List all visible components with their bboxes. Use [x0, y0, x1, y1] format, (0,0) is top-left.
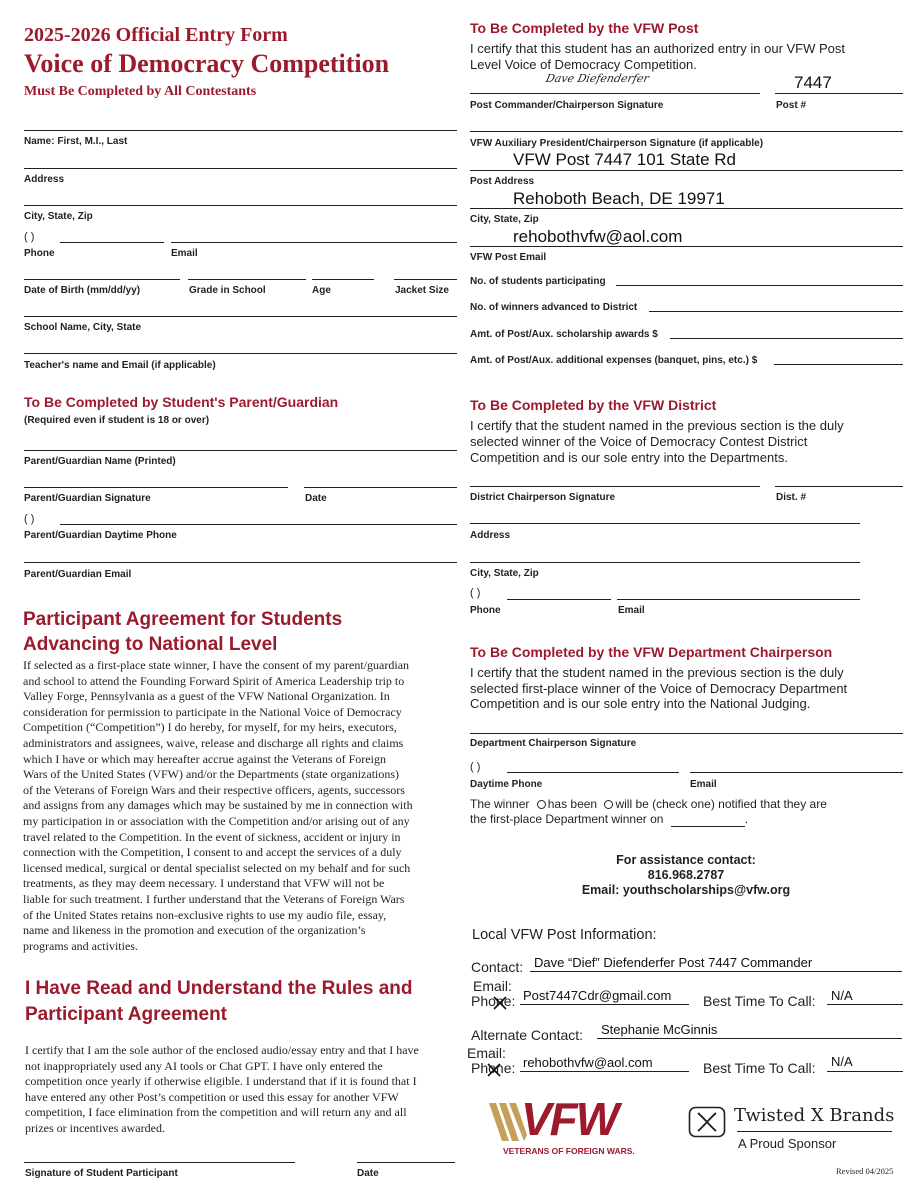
school-label: School Name, City, State [24, 322, 142, 333]
agreement-line: which I have or which may hereafter accrue against the Veterans of Foreign [23, 751, 386, 766]
district-email-label: Email [618, 605, 645, 616]
student-date-line[interactable] [357, 1162, 455, 1163]
department-certify-2: selected first-place winner of the Voice of Democracy Department [470, 681, 848, 696]
parent-phone-line[interactable] [60, 524, 457, 525]
winner-line-2 [470, 812, 748, 827]
contact-email-value: Post7447Cdr@gmail.com [523, 988, 672, 1003]
city-line[interactable] [24, 205, 457, 206]
agreement-line: consideration for permission to participate in the National Voice of Democracy [23, 704, 402, 719]
dob-line[interactable] [24, 279, 180, 280]
agreement-line: of the Veterans of Foreign Wars and their respective officers, agents, successors [23, 782, 405, 797]
dob-label: Date of Birth (mm/dd/yy) [24, 285, 141, 296]
post-number-label: Post # [776, 100, 807, 111]
post-certify-1: I certify that this student has an authorized entry in our VFW Post [470, 41, 846, 56]
city-label: City, State, Zip [24, 211, 93, 222]
parent-email-line[interactable] [24, 562, 457, 563]
district-heading: To Be Completed by the VFW District [470, 397, 717, 413]
school-line[interactable] [24, 316, 457, 317]
agreement-line: and school to attend the Founding Forward Spirit of America Leadership trip to [23, 673, 405, 688]
post-address-label: Post Address [470, 176, 535, 187]
vfw-tagline: VETERANS OF FOREIGN WARS. [503, 1146, 635, 1156]
revised-date: Revised 04/2025 [836, 1166, 894, 1176]
rules-heading-1: I Have Read and Understand the Rules and [25, 978, 413, 999]
alt-email-handwritten: Email: [467, 1045, 506, 1061]
alt-best-time-line[interactable] [827, 1071, 903, 1072]
x-mark-icon [492, 995, 508, 1011]
district-sig-line[interactable] [470, 486, 760, 487]
radio-icon[interactable] [604, 800, 613, 809]
age-label: Age [312, 285, 331, 296]
district-phone-line[interactable] [507, 599, 611, 600]
student-sig-label: Signature of Student Participant [25, 1168, 178, 1179]
jacket-label: Jacket Size [395, 285, 449, 296]
agreement-line: name and likeness in the promotion and execution of the organization’s [23, 923, 366, 938]
agreement-line: connection with the Competition, I consent to and accept the services of a duly [23, 845, 402, 860]
sponsor-underline [737, 1131, 892, 1132]
phone-label: Phone [24, 248, 55, 259]
post-email-value: rehobothvfw@aol.com [513, 227, 683, 246]
students-line[interactable] [616, 285, 903, 286]
winner-line-1 [470, 797, 827, 811]
expenses-label: Amt. of Post/Aux. additional expenses (banquet, pins, etc.) $ [470, 355, 758, 366]
agreement-line: licensed medical, surgical or dental specialist selected on my behalf and for such [23, 860, 411, 875]
x-mark-icon [486, 1062, 502, 1078]
agreement-line: and assigns from any damages which may be sustained by me in connection with [23, 798, 413, 813]
phone-line[interactable] [60, 242, 164, 243]
district-phone-paren: ( ) [470, 587, 481, 599]
name-line[interactable] [24, 130, 457, 131]
district-number-label: Dist. # [776, 492, 807, 503]
post-address-line[interactable] [470, 170, 903, 171]
rules-heading-2: Participant Agreement [25, 1004, 228, 1025]
contact-value: Dave “Dief” Diefenderfer Post 7447 Commander [534, 955, 813, 970]
parent-heading: To Be Completed by Student's Parent/Guardian [24, 394, 339, 410]
vfw-logo-text: VFW [521, 1093, 618, 1145]
department-heading: To Be Completed by the VFW Department Chairperson [470, 644, 833, 660]
local-heading: Local VFW Post Information: [472, 927, 657, 943]
district-certify-1: I certify that the student named in the previous section is the duly [470, 418, 844, 433]
department-certify-3: Competition and is our sole entry into the National Judging. [470, 696, 811, 711]
winners-label: No. of winners advanced to District [470, 302, 638, 313]
district-address-label: Address [470, 530, 511, 541]
name-label: Name: First, M.I., Last [24, 136, 128, 147]
student-sig-line[interactable] [24, 1162, 295, 1163]
option-has-been: has been [547, 797, 598, 811]
agreement-line: liable for such treatment. I further understand that the Veterans of Foreign Wars [23, 891, 405, 906]
expenses-line[interactable] [774, 364, 903, 365]
email-handwritten: Email: [473, 978, 512, 994]
winner-date-line[interactable] [671, 812, 745, 827]
phone-paren: ( ) [24, 231, 35, 243]
student-date-label: Date [357, 1168, 379, 1179]
district-email-line[interactable] [617, 599, 860, 600]
agreement-line: Valley Forge, Pennsylvania as a guest of the VFW National Organization. In [23, 689, 390, 704]
post-city-label: City, State, Zip [470, 214, 539, 225]
department-sig-label: Department Chairperson Signature [470, 738, 637, 749]
agreement-line: Competition (“Competition”) I do hereby, for myself, for my heirs, executors, [23, 720, 397, 735]
email-label: Email [171, 248, 198, 259]
department-phone-line[interactable] [507, 772, 679, 773]
agreement-text [23, 658, 463, 954]
department-sig-line[interactable] [470, 733, 903, 734]
students-label: No. of students participating [470, 276, 606, 287]
parent-note: (Required even if student is 18 or over) [24, 415, 210, 426]
best-time-line[interactable] [827, 1004, 903, 1005]
alt-phone-label-struck: Phone: [471, 1060, 516, 1076]
aux-sig-line[interactable] [470, 131, 903, 132]
agreement-line: of the United States retains non-exclusive rights to use my audio file, essay, [23, 907, 387, 922]
form-year-title: 2025-2026 Official Entry Form [24, 24, 288, 46]
agreement-heading-2: Advancing to National Level [23, 634, 278, 655]
district-certify-2: selected winner of the Voice of Democracy Contest District [470, 434, 808, 449]
district-number-line[interactable] [775, 486, 903, 487]
radio-icon[interactable] [537, 800, 546, 809]
commander-signature: Dave Diefenderfer [544, 72, 651, 85]
age-line[interactable] [312, 279, 374, 280]
email-line[interactable] [171, 242, 457, 243]
department-email-line[interactable] [690, 772, 903, 773]
post-city-line[interactable] [470, 208, 903, 209]
parent-phone-paren: ( ) [24, 513, 35, 525]
rules-text [25, 1043, 465, 1137]
agreement-line: treatments, as they may deem necessary. I understand that VFW will not be [23, 876, 385, 891]
winner-end: . [744, 812, 749, 826]
alt-email-value: rehobothvfw@aol.com [523, 1055, 653, 1070]
department-phone-label: Daytime Phone [470, 779, 543, 790]
agreement-line: travel related to the Competition. In the event of sickness, accident or injury in [23, 829, 401, 844]
agreement-line: Wars of the United States (VFW) and/or the Departments (state organizations) [23, 767, 400, 782]
winner-text-a: The winner [470, 797, 530, 811]
post-heading: To Be Completed by the VFW Post [470, 20, 699, 36]
awards-label: Amt. of Post/Aux. scholarship awards $ [470, 329, 658, 340]
agreement-line: my participation in or association with the Competition and/or arising out of any [23, 813, 410, 828]
department-phone-paren: ( ) [470, 761, 481, 773]
grade-line[interactable] [188, 279, 306, 280]
sponsor-name: Twisted X Brands [734, 1105, 895, 1126]
department-email-label: Email [690, 779, 717, 790]
district-city-label: City, State, Zip [470, 568, 539, 579]
best-time-value: N/A [831, 988, 853, 1003]
form-title: Voice of Democracy Competition [24, 49, 390, 78]
teacher-label: Teacher's name and Email (if applicable) [24, 360, 216, 371]
alt-email-line[interactable] [520, 1071, 689, 1072]
alt-best-time-label: Best Time To Call: [703, 1060, 816, 1076]
assistance-title: For assistance contact: [616, 853, 756, 867]
jacket-line[interactable] [394, 279, 457, 280]
agreement-line: administrators and assignees, waive, release and discharge all rights and claims [23, 735, 404, 750]
aux-sig-label: VFW Auxiliary President/Chairperson Signature (if applicable) [470, 138, 764, 149]
assistance-phone: 816.968.2787 [647, 868, 725, 882]
parent-name-line[interactable] [24, 450, 457, 451]
parent-sig-line[interactable] [24, 487, 288, 488]
address-label: Address [24, 174, 65, 185]
rules-line: have entered any other Post’s competition or used this essay for another VFW [25, 1089, 399, 1104]
agreement-heading-1: Participant Agreement for Students [23, 609, 343, 630]
assistance-email: Email: youthscholarships@vfw.org [581, 883, 791, 897]
commander-sig-line[interactable] [470, 93, 760, 94]
best-time-label: Best Time To Call: [703, 993, 816, 1009]
district-phone-label: Phone [470, 605, 501, 616]
contact-label: Contact: [471, 959, 524, 975]
rules-line: I certify that I am the sole author of the enclosed audio/essay entry and that I have [25, 1043, 419, 1057]
twisted-x-logo-icon [688, 1106, 726, 1138]
post-number-value: 7447 [794, 73, 832, 92]
district-city-line[interactable] [470, 562, 860, 563]
rules-line: not inappropriately used any AI tools or Chat GPT. I have only entered the [25, 1058, 383, 1073]
post-certify-2: Level Voice of Democracy Competition. [470, 57, 697, 72]
parent-date-line[interactable] [304, 487, 457, 488]
district-address-line[interactable] [470, 523, 860, 524]
option-will-be: will be (check one) notified that they are [615, 797, 827, 811]
alt-best-time-value: N/A [831, 1054, 853, 1069]
rules-line: competition, I face elimination from the competition and will return any and all [25, 1105, 407, 1120]
parent-name-label: Parent/Guardian Name (Printed) [24, 456, 176, 467]
district-certify-3: Competition and is our sole entry into the Departments. [470, 450, 788, 465]
phone-label-struck: Phone: [471, 993, 516, 1009]
rules-line: prizes or incentives awarded. [25, 1120, 165, 1135]
parent-email-label: Parent/Guardian Email [24, 569, 132, 580]
alt-contact-value: Stephanie McGinnis [601, 1022, 718, 1037]
alt-contact-line[interactable] [597, 1038, 902, 1039]
post-email-line[interactable] [470, 246, 903, 247]
commander-sig-label: Post Commander/Chairperson Signature [470, 100, 664, 111]
parent-phone-label: Parent/Guardian Daytime Phone [24, 530, 177, 541]
form-subtitle: Must Be Completed by All Contestants [24, 84, 257, 99]
grade-label: Grade in School [189, 285, 266, 296]
post-email-label: VFW Post Email [470, 252, 547, 263]
address-line[interactable] [24, 168, 457, 169]
contact-line[interactable] [530, 971, 902, 972]
department-certify-1: I certify that the student named in the previous section is the duly [470, 665, 844, 680]
alt-contact-label: Alternate Contact: [471, 1027, 584, 1043]
teacher-line[interactable] [24, 353, 457, 354]
winners-line[interactable] [649, 311, 903, 312]
awards-line[interactable] [670, 338, 903, 339]
district-sig-label: District Chairperson Signature [470, 492, 616, 503]
post-number-line[interactable] [775, 93, 903, 94]
rules-line: competition once yearly if otherwise eligible. I understand that if it is found that I [25, 1074, 417, 1089]
parent-date-label: Date [305, 493, 327, 504]
post-address-value: VFW Post 7447 101 State Rd [513, 150, 737, 169]
agreement-line: If selected as a first-place state winner, I have the consent of my parent/guardian [23, 658, 410, 672]
sponsor-tagline: A Proud Sponsor [738, 1136, 837, 1151]
winner-text-b: the first-place Department winner on [470, 812, 664, 826]
agreement-line: programs and activities. [23, 938, 138, 953]
contact-email-line[interactable] [520, 1004, 689, 1005]
post-city-value: Rehoboth Beach, DE 19971 [513, 189, 725, 208]
parent-sig-label: Parent/Guardian Signature [24, 493, 151, 504]
